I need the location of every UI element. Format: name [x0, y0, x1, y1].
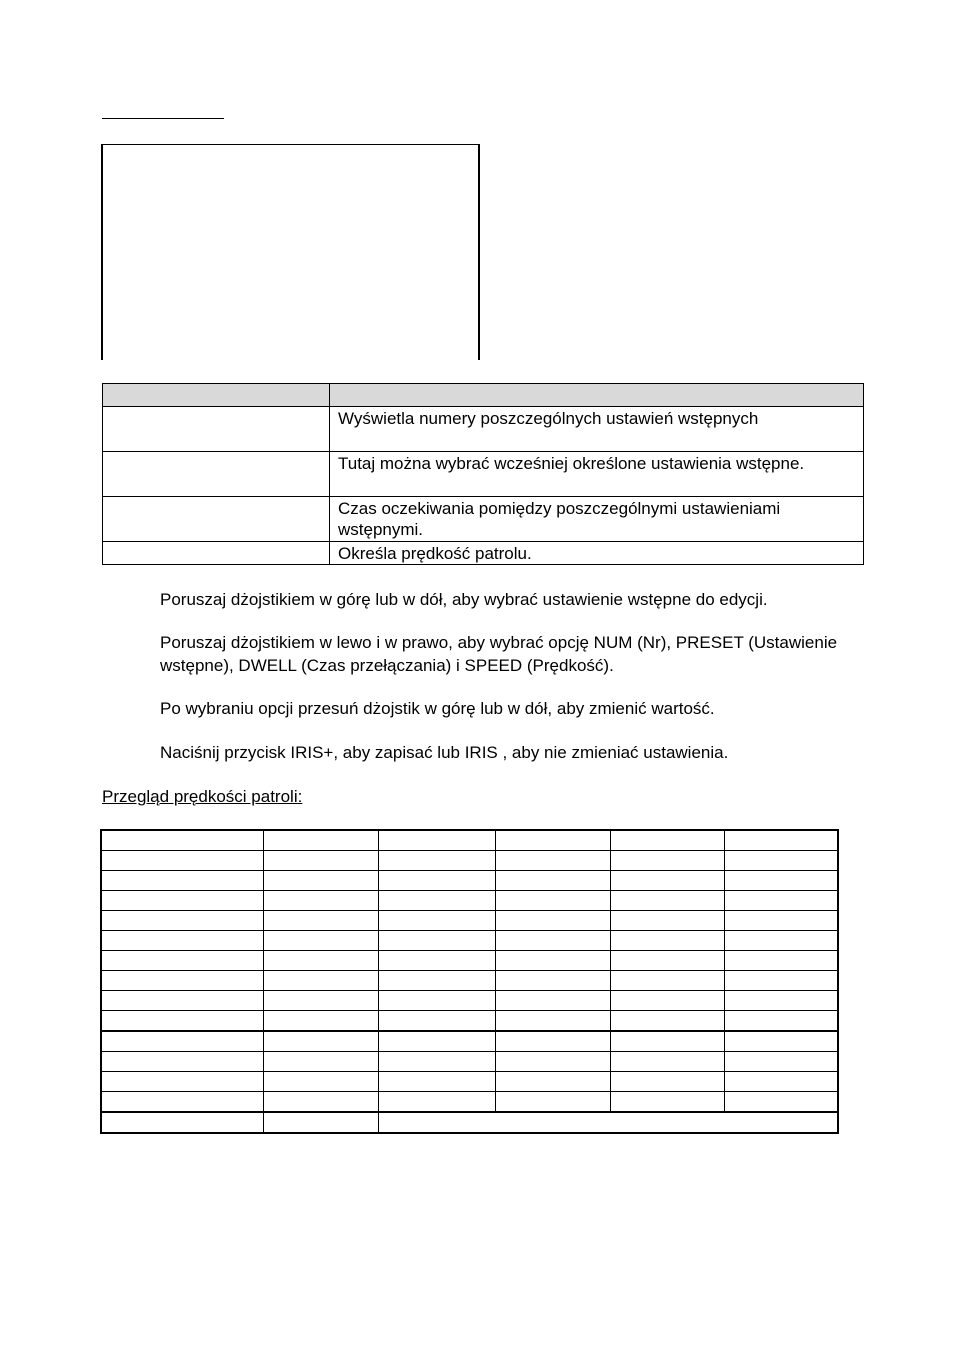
row-label	[103, 452, 330, 497]
speed-table-cell	[101, 1052, 263, 1072]
speed-table-cell	[610, 871, 724, 891]
speed-table-cell	[263, 1072, 378, 1092]
heading-underline	[102, 118, 224, 119]
row-description: Tutaj można wybrać wcześniej określone ustawienia wstępne.	[330, 452, 864, 497]
menu-description-table	[102, 383, 864, 565]
speed-table-row	[101, 830, 838, 851]
speed-table-cell	[378, 971, 495, 991]
row-description: Wyświetla numery poszczególnych ustawień wstępnych	[330, 407, 864, 452]
speed-table-cell	[495, 891, 610, 911]
speed-table-cell	[495, 871, 610, 891]
speed-table-cell	[495, 951, 610, 971]
speed-table-cell	[101, 971, 263, 991]
speed-table-cell	[263, 931, 378, 951]
speed-table-cell	[101, 1031, 263, 1052]
speed-table-cell	[263, 1011, 378, 1032]
speed-table-cell	[724, 830, 838, 851]
speed-table-cell	[495, 1011, 610, 1032]
speed-table-cell	[724, 1072, 838, 1092]
speed-table-row	[101, 951, 838, 971]
speed-table-cell	[263, 911, 378, 931]
row-label	[103, 407, 330, 452]
speed-table-row	[101, 851, 838, 871]
speed-table-cell	[378, 1072, 495, 1092]
speed-table-cell	[495, 911, 610, 931]
speed-table-cell	[610, 851, 724, 871]
speed-table-row	[101, 931, 838, 951]
speed-table-row	[101, 1031, 838, 1052]
speed-table-row	[101, 1052, 838, 1072]
speed-table-cell	[378, 1011, 495, 1032]
speed-table-cell	[495, 1052, 610, 1072]
speed-table-cell	[101, 911, 263, 931]
header-cell-option	[103, 384, 330, 407]
speed-table-row	[101, 891, 838, 911]
speed-table-cell	[724, 1052, 838, 1072]
speed-table-cell	[263, 1092, 378, 1113]
speed-table-row	[101, 971, 838, 991]
speed-table-cell	[610, 891, 724, 911]
speed-table-cell	[101, 1011, 263, 1032]
speed-table-row	[101, 871, 838, 891]
speed-table-cell	[610, 1011, 724, 1032]
speed-table-cell	[724, 1011, 838, 1032]
table-row	[103, 407, 864, 452]
speed-table-row	[101, 911, 838, 931]
speed-table-cell	[378, 830, 495, 851]
speed-table-cell	[378, 1052, 495, 1072]
header-cell-description	[330, 384, 864, 407]
table-row	[103, 542, 864, 565]
row-label	[103, 542, 330, 565]
speed-table-row	[101, 991, 838, 1011]
speed-table-cell	[495, 851, 610, 871]
speed-table-cell	[378, 951, 495, 971]
speed-table-cell	[101, 1072, 263, 1092]
speed-table-cell	[610, 1031, 724, 1052]
row-label	[103, 497, 330, 542]
speed-table-cell	[495, 991, 610, 1011]
speed-table-cell	[724, 971, 838, 991]
speed-table-cell	[724, 951, 838, 971]
row-description: Czas oczekiwania pomiędzy poszczególnymi ustawieniami wstępnymi.	[330, 497, 864, 542]
speed-table-cell	[495, 971, 610, 991]
speed-table-cell	[378, 891, 495, 911]
instruction-change-value: Po wybraniu opcji przesuń dżojstik w górę lub w dół, aby zmienić wartość.	[160, 699, 715, 718]
speed-table-cell	[724, 1031, 838, 1052]
speed-table-cell	[495, 830, 610, 851]
speed-table-cell	[610, 971, 724, 991]
speed-table-cell	[610, 1052, 724, 1072]
speed-overview-heading: Przegląd prędkości patroli:	[102, 787, 303, 806]
row-description: Określa prędkość patrolu.	[330, 542, 864, 565]
speed-table-cell	[724, 891, 838, 911]
speed-table-cell	[101, 871, 263, 891]
speed-table-cell	[610, 1072, 724, 1092]
speed-table-cell	[610, 830, 724, 851]
speed-table-cell	[378, 1112, 838, 1133]
speed-table-row	[101, 1011, 838, 1032]
speed-table-cell	[263, 871, 378, 891]
table-row	[103, 452, 864, 497]
menu-screen-frame	[101, 144, 480, 360]
speed-table-cell	[378, 911, 495, 931]
table-header-row	[103, 384, 864, 407]
speed-table-cell	[263, 1112, 378, 1133]
speed-table-cell	[101, 991, 263, 1011]
speed-table-cell	[724, 851, 838, 871]
speed-overview-table	[100, 829, 839, 1134]
speed-table-cell	[101, 891, 263, 911]
speed-table-cell	[101, 851, 263, 871]
speed-table-cell	[378, 871, 495, 891]
speed-table-row	[101, 1072, 838, 1092]
instruction-save: Naciśnij przycisk IRIS+, aby zapisać lub IRIS , aby nie zmieniać ustawienia.	[160, 743, 729, 762]
speed-table-cell	[101, 1092, 263, 1113]
speed-table-cell	[495, 1031, 610, 1052]
speed-table-cell	[724, 871, 838, 891]
speed-table-cell	[101, 1112, 263, 1133]
speed-table-cell	[263, 851, 378, 871]
speed-table-cell	[378, 1031, 495, 1052]
speed-table-cell	[724, 1092, 838, 1113]
speed-table-cell	[610, 991, 724, 1011]
speed-table-cell	[610, 911, 724, 931]
speed-table-cell	[724, 991, 838, 1011]
speed-table-cell	[263, 830, 378, 851]
speed-table-row	[101, 1112, 838, 1133]
speed-table-cell	[101, 830, 263, 851]
speed-table-cell	[263, 1052, 378, 1072]
speed-table-cell	[724, 931, 838, 951]
speed-table-cell	[101, 951, 263, 971]
speed-table-row	[101, 1092, 838, 1113]
speed-table-cell	[263, 1031, 378, 1052]
speed-table-cell	[378, 1092, 495, 1113]
speed-table-cell	[378, 931, 495, 951]
speed-table-cell	[378, 851, 495, 871]
table-row	[103, 497, 864, 542]
speed-table-cell	[610, 931, 724, 951]
speed-table-cell	[263, 951, 378, 971]
speed-table-cell	[263, 991, 378, 1011]
instruction-select-preset: Poruszaj dżojstikiem w górę lub w dół, aby wybrać ustawienie wstępne do edycji.	[160, 590, 768, 609]
speed-table-cell	[610, 1092, 724, 1113]
instruction-select-option: Poruszaj dżojstikiem w lewo i w prawo, aby wybrać opcję NUM (Nr), PRESET (Ustawienie wstępne), DWELL (Czas przełączania) i SPEED (Prędkość).	[160, 633, 838, 675]
speed-table-cell	[495, 1072, 610, 1092]
speed-table-cell	[610, 951, 724, 971]
speed-table-cell	[724, 911, 838, 931]
speed-table-cell	[495, 931, 610, 951]
speed-table-cell	[263, 971, 378, 991]
speed-table-cell	[263, 891, 378, 911]
speed-table-cell	[378, 991, 495, 1011]
speed-table-cell	[495, 1092, 610, 1113]
speed-table-cell	[101, 931, 263, 951]
